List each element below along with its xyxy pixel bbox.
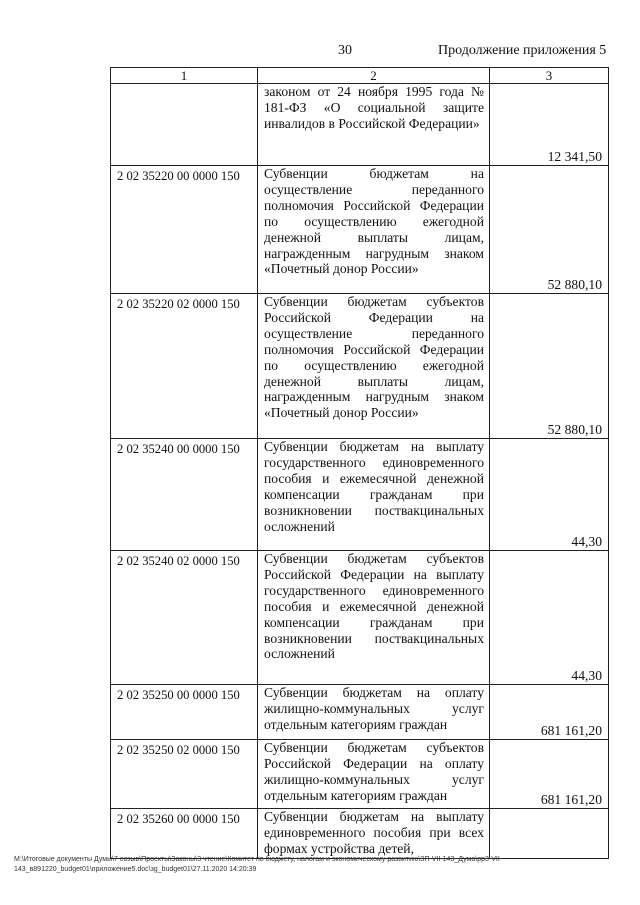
amount: 681 161,20 bbox=[490, 685, 609, 740]
classification-code bbox=[111, 84, 258, 166]
column-header-3: 3 bbox=[490, 68, 609, 84]
amount: 52 880,10 bbox=[490, 294, 609, 439]
amount bbox=[490, 809, 609, 859]
description: Субвенции бюджетам субъектов Российской Федерации на оплату жилищно-коммунальных услуг отдельным категориям граждан bbox=[258, 740, 490, 809]
description: Субвенции бюджетам на оплату жилищно-коммунальных услуг отдельным категориям граждан bbox=[258, 685, 490, 740]
description: законом от 24 ноября 1995 года № 181-ФЗ «О социальной защите инвалидов в Российской Федерации» bbox=[258, 84, 490, 166]
classification-code: 2 02 35260 00 0000 150 bbox=[111, 809, 258, 859]
table-row bbox=[111, 439, 609, 551]
continuation-label: Продолжение приложения 5 bbox=[438, 43, 607, 58]
classification-code: 2 02 35240 00 0000 150 bbox=[111, 439, 258, 551]
budget-table bbox=[110, 67, 609, 859]
table-row bbox=[111, 84, 609, 166]
amount: 44,30 bbox=[490, 551, 609, 685]
page-number: 30 bbox=[338, 43, 352, 58]
description: Субвенции бюджетам на выплату государственного единовременного пособия и ежемесячной денежной компенсации гражданам при возникновении поствакцинальных осложнений bbox=[258, 439, 490, 551]
table-row bbox=[111, 740, 609, 809]
column-header-1: 1 bbox=[111, 68, 258, 84]
classification-code: 2 02 35250 02 0000 150 bbox=[111, 740, 258, 809]
amount: 52 880,10 bbox=[490, 166, 609, 294]
table-row bbox=[111, 809, 609, 859]
description: Субвенции бюджетам на выплату единовременного пособия при всех формах устройства детей, bbox=[258, 809, 490, 859]
amount: 12 341,50 bbox=[490, 84, 609, 166]
amount: 681 161,20 bbox=[490, 740, 609, 809]
classification-code: 2 02 35220 02 0000 150 bbox=[111, 294, 258, 439]
description: Субвенции бюджетам на осуществление переданного полномочия Российской Федерации по осуществлению ежегодной денежной выплаты лицам, награжденным нагрудным знаком «Почетный донор России» bbox=[258, 166, 490, 294]
classification-code: 2 02 35250 00 0000 150 bbox=[111, 685, 258, 740]
classification-code: 2 02 35220 00 0000 150 bbox=[111, 166, 258, 294]
table-row bbox=[111, 551, 609, 685]
table-row bbox=[111, 685, 609, 740]
classification-code: 2 02 35240 02 0000 150 bbox=[111, 551, 258, 685]
file-path-footer: M:\Итоговые документы Думы\7 созыв\Проекты\Законы\3 чтение\Комитет по бюджету, налогам и экономическому развитию\ЗП-VII-143_Дума\рр3-VII-143_в891220_budget01\приложение5.doc\зg_budget01\27.11.2020 14:20:39 bbox=[14, 856, 503, 873]
column-number-row bbox=[111, 68, 609, 84]
table-row bbox=[111, 294, 609, 439]
amount: 44,30 bbox=[490, 439, 609, 551]
description: Субвенции бюджетам субъектов Российской Федерации на осуществление переданного полномочия Российской Федерации по осуществлению ежегодной денежной выплаты лицам, награжденным нагрудным знаком «Почетный донор России» bbox=[258, 294, 490, 439]
column-header-2: 2 bbox=[258, 68, 490, 84]
description: Субвенции бюджетам субъектов Российской Федерации на выплату государственного единовременного пособия и ежемесячной денежной компенсации гражданам при возникновении поствакцинальных осложнений bbox=[258, 551, 490, 685]
table-row bbox=[111, 166, 609, 294]
